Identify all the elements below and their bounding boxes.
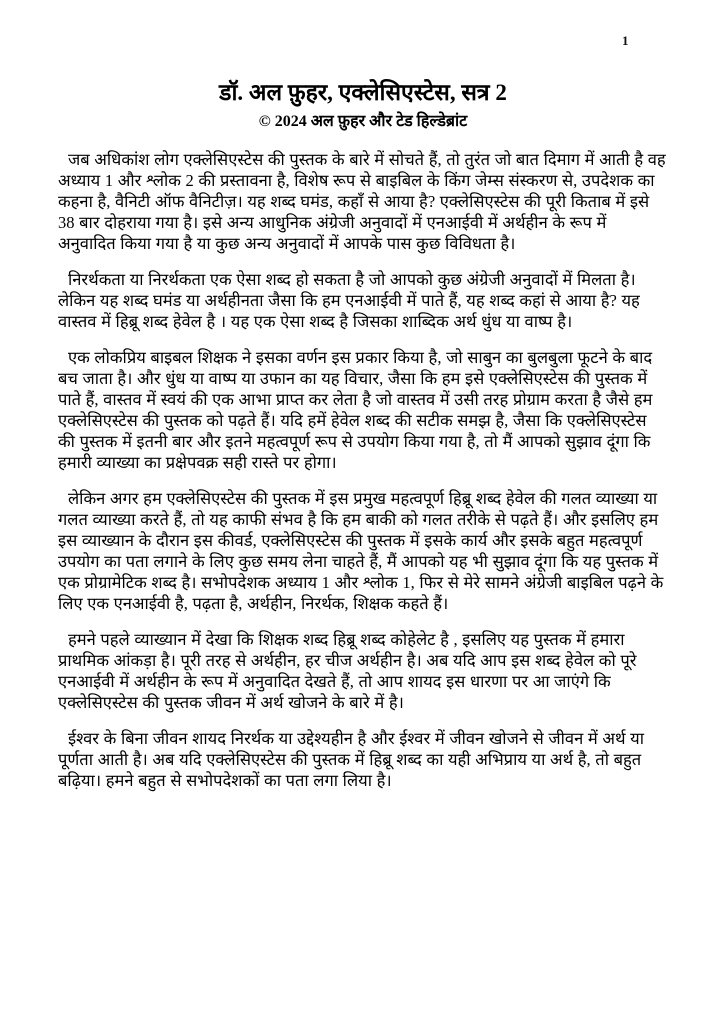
document-content — [58, 0, 668, 806]
copyright-line: © 2024 अल फ़ुहर और टेड हिल्डेब्रांट — [258, 113, 468, 130]
paragraph-5: हमने पहले व्याख्यान में देखा कि शिक्षक शब्द हिब्रू शब्द कोहेलेट है , इसलिए यह पुस्तक में हमारा प्राथमिक आंकड़ा है। पूरी तरह से अर्थहीन, हर चीज अर्थहीन है। अब यदि आप इस शब्द हेवेल को पूरे एनआईवी में अर्थहीन के रूप में अनुवादित देखते हैं, तो आप शायद इस धारणा पर आ जाएंगे कि एक्लेसिएस्टेस की पुस्तक जीवन में अर्थ खोजने के बारे में है। — [58, 630, 637, 712]
document-body — [58, 149, 668, 791]
page-number: 1 — [622, 33, 629, 48]
paragraph-4: लेकिन अगर हम एक्लेसिएस्टेस की पुस्तक में इस प्रमुख महत्वपूर्ण हिब्रू शब्द हेवेल की गलत व्याख्या या गलत व्याख्या करते हैं, तो यह काफी संभव है कि हम बाकी को गलत तरीके से पढ़ते हैं। और इसलिए हम इस व्याख्यान के दौरान इस कीवर्ड, एक्लेसिएस्टेस की पुस्तक में इसके कार्य और इसके बहुत महत्वपूर्ण उपयोग का पता लगाने के लिए कुछ समय लेना चाहते हैं, मैं आपको यह भी सुझाव दूंगा कि यह पुस्तक में एक प्रोग्रामेटिक शब्द है। सभोपदेशक अध्याय 1 और श्लोक 1, फिर से मेरे सामने अंग्रेजी बाइबिल पढ़ने के लिए एक एनआईवी है, पढ़ता है, अर्थहीन, निरर्थक, शिक्षक कहते हैं। — [58, 489, 664, 613]
paragraph-1: जब अधिकांश लोग एक्लेसिएस्टेस की पुस्तक के बारे में सोचते हैं, तो तुरंत जो बात दिमाग में आती है वह अध्याय 1 और श्लोक 2 की प्रस्तावना है, विशेष रूप से बाइबिल के किंग जेम्स संस्करण से, उपदेशक का कहना है, वैनिटी ऑफ वैनिटीज़। यह शब्द घमंड, कहाँ से आया है? एक्लेसिएस्टेस की पूरी किताब में इसे 38 बार दोहराया गया है। इसे अन्य आधुनिक अंग्रेजी अनुवादों में एनआईवी में अर्थहीन के रूप में अनुवादित किया गया है या कुछ अन्य अनुवादों में आपके पास कुछ विविधता है। — [58, 150, 666, 253]
paragraph-6: ईश्वर के बिना जीवन शायद निरर्थक या उद्देश्यहीन है और ईश्वर में जीवन खोजने से जीवन में अर्थ या पूर्णता आती है। अब यदि एक्लेसिएस्टेस की पुस्तक में हिब्रू शब्द का यही अभिप्राय या अर्थ है, तो बहुत बढ़िया। हमने बहुत से सभोपदेशकों का पता लगा लिया है। — [58, 729, 644, 790]
paragraph-2: निरर्थकता या निरर्थकता एक ऐसा शब्द हो सकता है जो आपको कुछ अंग्रेजी अनुवादों में मिलता है। लेकिन यह शब्द घमंड या अर्थहीनता जैसा कि हम एनआईवी में पाते हैं, यह शब्द कहां से आया है? यह वास्तव में हिब्रू शब्द हेवेल है । यह एक ऐसा शब्द है जिसका शाब्दिक अर्थ धुंध या वाष्प है। — [58, 270, 640, 331]
document-title: डॉ. अल फ़ुहर, एक्लेसिएस्टेस, सत्र 2 — [219, 80, 507, 105]
paragraph-3: एक लोकप्रिय बाइबल शिक्षक ने इसका वर्णन इस प्रकार किया है, जो साबुन का बुलबुला फूटने के बाद बच जाता है। और धुंध या वाष्प या उफान का यह विचार, जैसा कि हम इसे एक्लेसिएस्टेस की पुस्तक में पाते हैं, वास्तव में स्वयं की एक आभा प्राप्त कर लेता है जो वास्तव में उसी तरह प्रोग्राम करता है जैसे हम एक्लेसिएस्टेस की पुस्तक को पढ़ते हैं। यदि हमें हेवेल शब्द की सटीक समझ है, जैसा कि एक्लेसिएस्टेस की पुस्तक में इतनी बार और इतने महत्वपूर्ण रूप से उपयोग किया गया है, तो मैं आपको सुझाव दूंगा कि हमारी व्याख्या का प्रक्षेपवक्र सही रास्ते पर होगा। — [58, 348, 653, 472]
